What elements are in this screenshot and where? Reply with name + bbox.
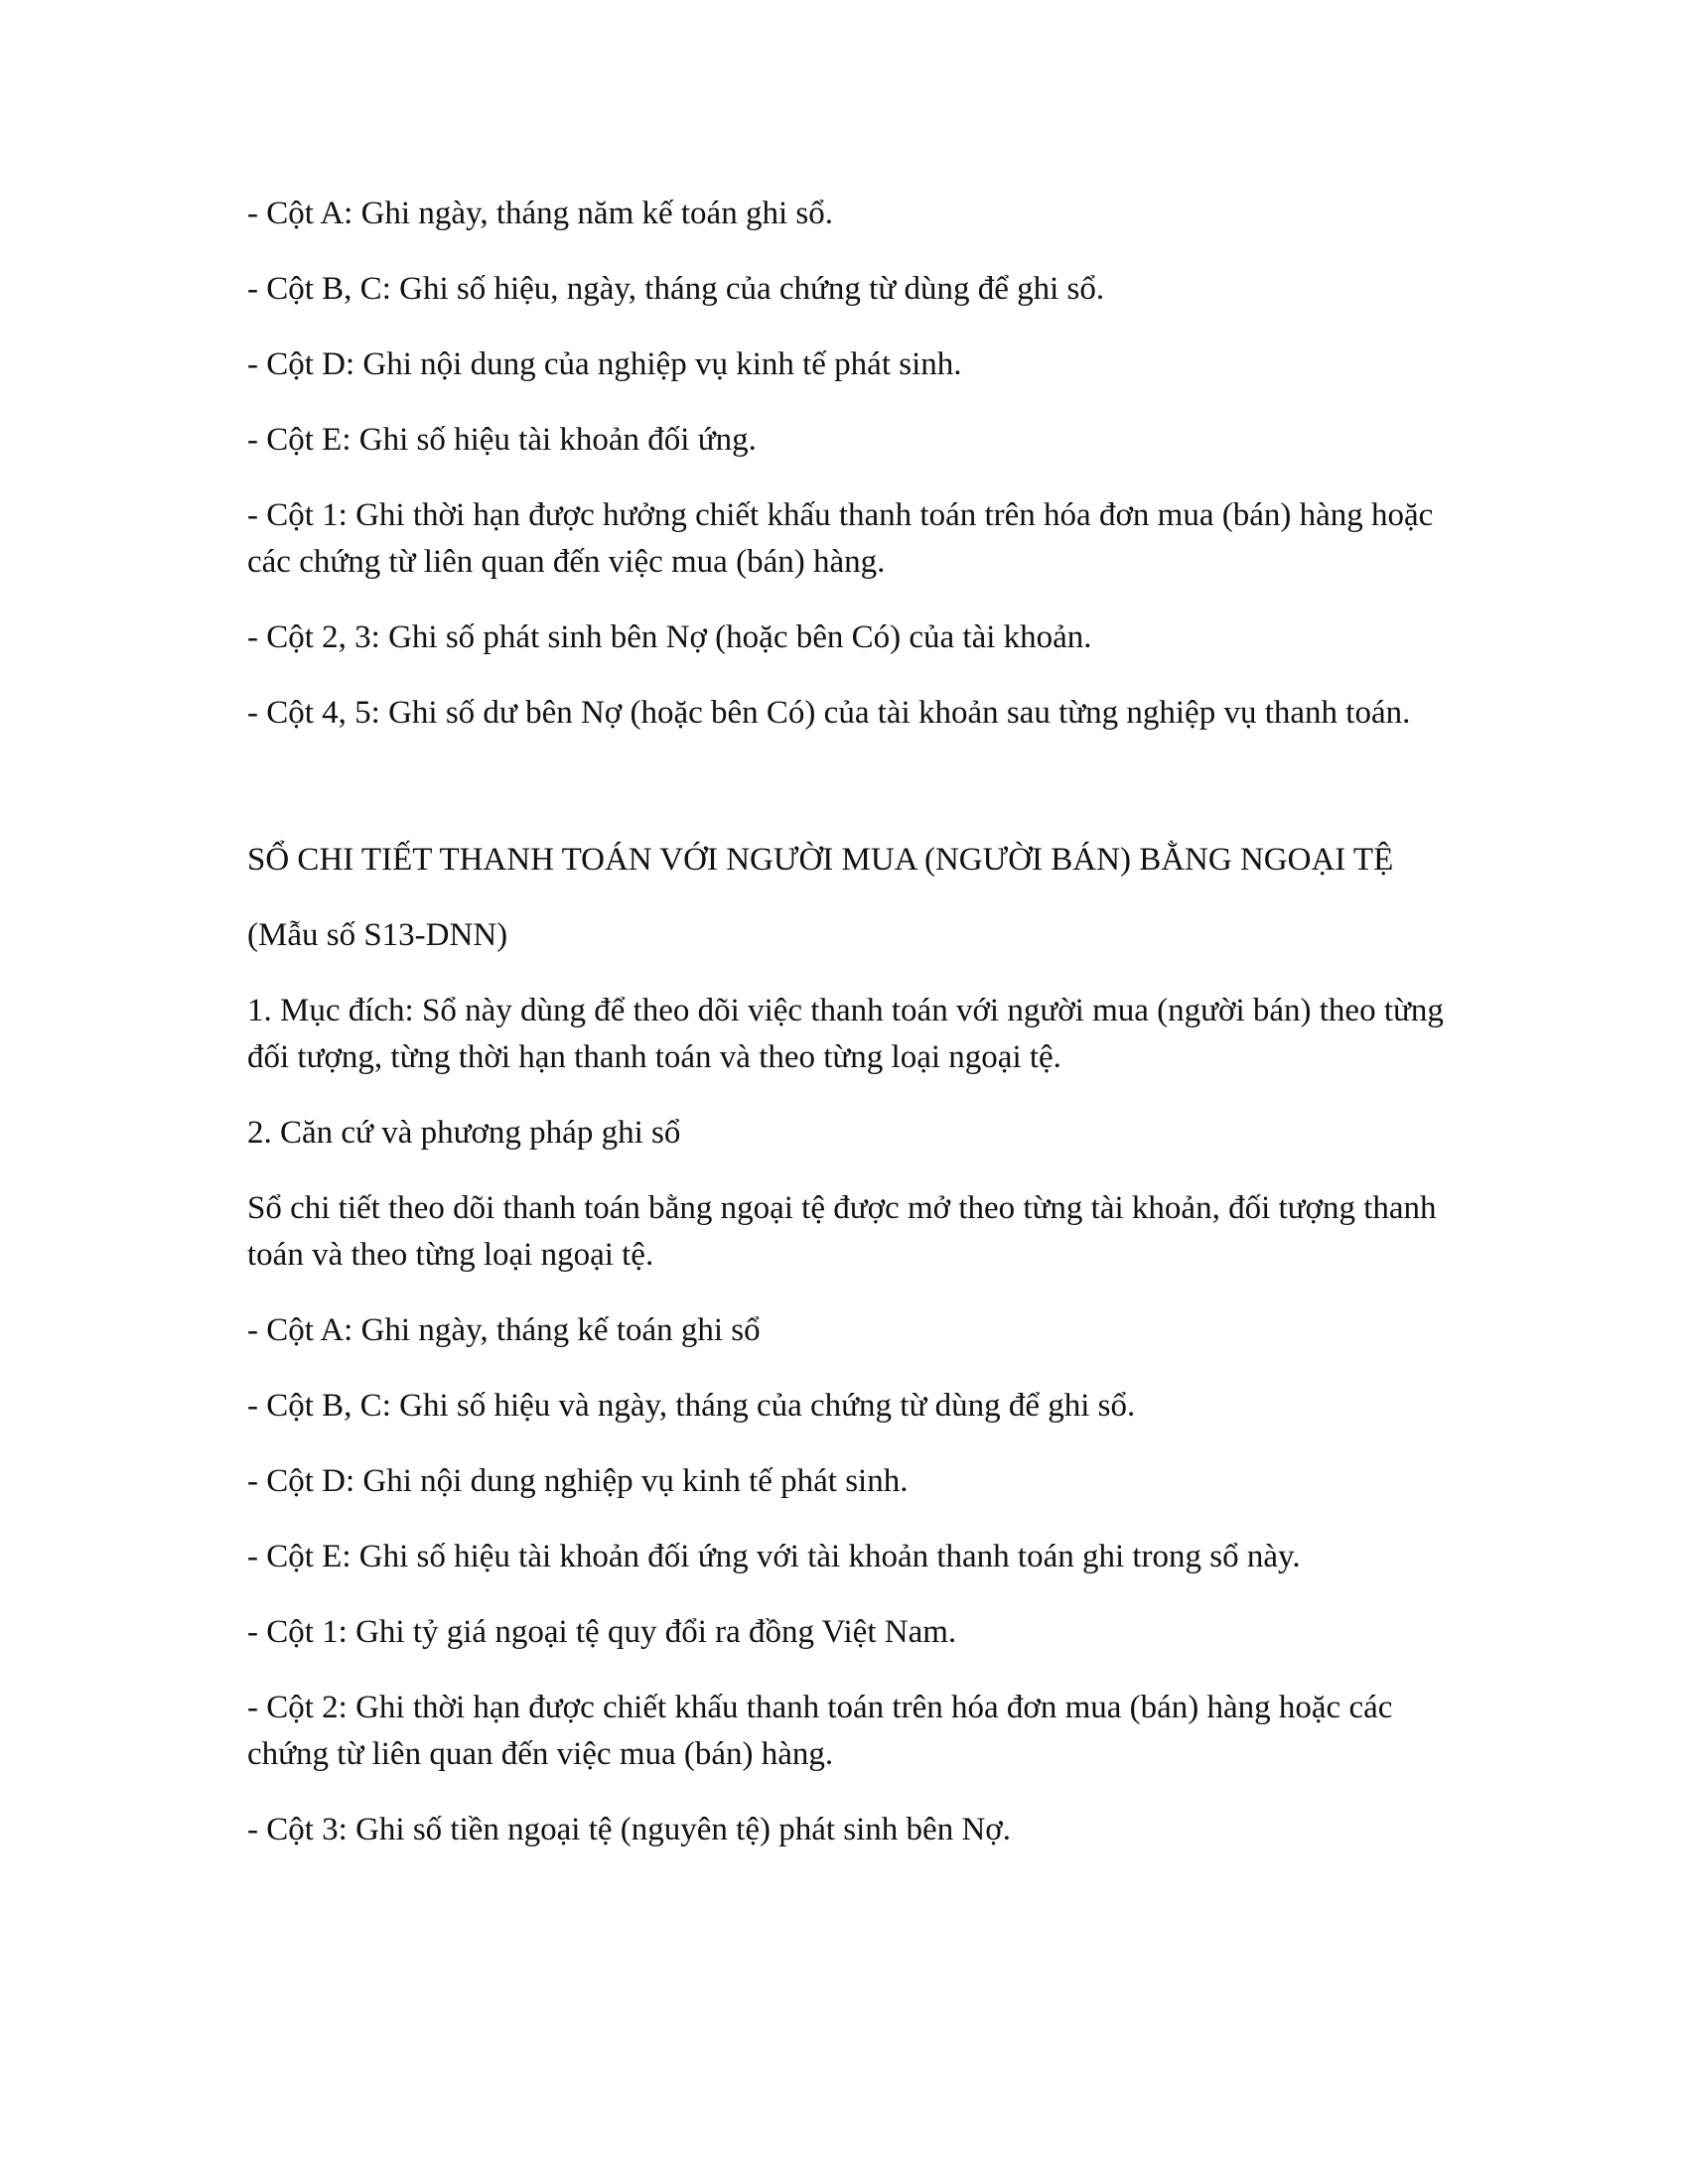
basis-heading: 2. Căn cứ và phương pháp ghi sổ — [247, 1115, 681, 1151]
fx-column-b-c-note: - Cột B, C: Ghi số hiệu và ngày, tháng của chứng từ dùng để ghi sổ. — [247, 1388, 1136, 1424]
column-2-3-note: - Cột 2, 3: Ghi số phát sinh bên Nợ (hoặc bên Có) của tài khoản. — [247, 619, 1092, 655]
section-spacer — [247, 765, 1459, 837]
basis-paragraph: Sổ chi tiết theo dõi thanh toán bằng ngoại tệ được mở theo từng tài khoản, đối tượng thanh toán và theo từng loại ngoại tệ. — [247, 1190, 1437, 1273]
column-4-5-note: - Cột 4, 5: Ghi số dư bên Nợ (hoặc bên Có) của tài khoản sau từng nghiệp vụ thanh toán. — [247, 695, 1411, 731]
purpose-paragraph: 1. Mục đích: Sổ này dùng để theo dõi việc thanh toán với người mua (người bán) theo từng đối tượng, từng thời hạn thanh toán và theo từng loại ngoại tệ. — [247, 993, 1444, 1075]
document-body — [247, 191, 1459, 1882]
fx-column-a-note: - Cột A: Ghi ngày, tháng kế toán ghi sổ — [247, 1312, 761, 1348]
fx-column-3-note: - Cột 3: Ghi số tiền ngoại tệ (nguyên tệ) phát sinh bên Nợ. — [247, 1812, 1011, 1847]
column-e-note: - Cột E: Ghi số hiệu tài khoản đối ứng. — [247, 422, 757, 458]
section-title: SỔ CHI TIẾT THANH TOÁN VỚI NGƯỜI MUA (NGƯỜI BÁN) BẰNG NGOẠI TỆ — [247, 842, 1394, 878]
column-1-note: - Cột 1: Ghi thời hạn được hưởng chiết khấu thanh toán trên hóa đơn mua (bán) hàng hoặc các chứng từ liên quan đến việc mua (bán) hàng. — [247, 497, 1434, 580]
fx-column-2-note: - Cột 2: Ghi thời hạn được chiết khấu thanh toán trên hóa đơn mua (bán) hàng hoặc các chứng từ liên quan đến việc mua (bán) hàng. — [247, 1690, 1393, 1772]
form-number: (Mẫu số S13-DNN) — [247, 917, 508, 953]
column-a-note: - Cột A: Ghi ngày, tháng năm kế toán ghi sổ. — [247, 196, 833, 231]
fx-column-d-note: - Cột D: Ghi nội dung nghiệp vụ kinh tế phát sinh. — [247, 1463, 909, 1499]
column-b-c-note: - Cột B, C: Ghi số hiệu, ngày, tháng của chứng từ dùng để ghi sổ. — [247, 271, 1105, 307]
fx-column-1-note: - Cột 1: Ghi tỷ giá ngoại tệ quy đổi ra đồng Việt Nam. — [247, 1614, 957, 1650]
column-d-note: - Cột D: Ghi nội dung của nghiệp vụ kinh tế phát sinh. — [247, 346, 962, 382]
fx-column-e-note: - Cột E: Ghi số hiệu tài khoản đối ứng với tài khoản thanh toán ghi trong sổ này. — [247, 1539, 1301, 1574]
